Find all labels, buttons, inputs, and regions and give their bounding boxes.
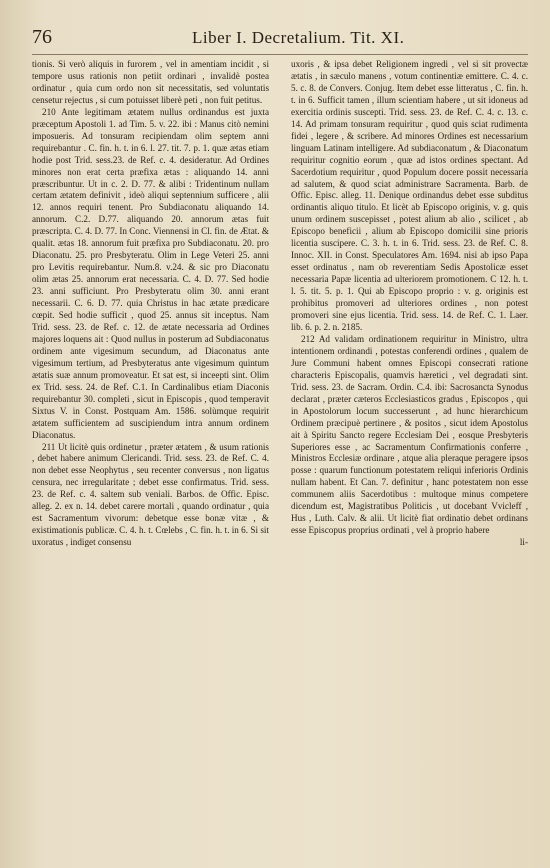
paragraph: 212 Ad validam ordinationem requiritur in Ministro, ultra intentionem ordinandi , potestas conferendi ordines , qualem de Jure Communi habent omnes Episcopi consecrati ratione characteris Episcopalis, quamvis hæretici , vel degradati sint. Trid. sess. 23. de Sacram. Ordin. C.4. ibi: Sacrosancta Synodus declarat , præter cæteros Ecclesiasticos gradus , Episcopos , qui in Apostolorum locum successerunt , ad hunc hierarchicum Ordinem præcipuè pertinere , & positos , sicut idem Apostolus ait à Spiritu Sancto regere Ecclesiam Dei , eosque Presbyteris Superiores esse , ac Sacramentum Confirmationis conferre , Ministros Ecclesiæ ordinare , atque alia pleraque peragere ipsos posse : quarum functionum potestatem reliqui inferioris Ordinis nullam habent. Et Can. 7. definitur , hanc potestatem non esse communem aliis Sacerdotibus : multoque minus competere dicendum est, Magistratibus Politicis , ut docebant Vvicleff , Hus , Luth. Calv. & alii. Ut licitè fiat ordinatio debet ordinans esse Episcopus proprius ordinati , vel à proprio habere [291,333,528,536]
text-columns [32,59,528,549]
paragraph: uxoris , & ipsa debet Religionem ingredi , vel si sit provectæ ætatis , in sæculo manens , votum continentiæ emittere. C. 4. c. 5. c. 8. de Convers. Conjug. Item debet esse litteratus , C. fin. h. t. in 6. Sufficit tamen , illum scientiam habere , ut sit idoneus ad exercitia ordinis suscepti. Trid. sess. 23. de Ref. C. 4. c. 13. c. 14. Ad primam tonsuram requiritur , quod quis sciat rudimenta fidei , legere , & scribere. Ad minores Ordines est necessarium linguam Latinam intelligere. Ad subdiaconatum , & Diaconatum requiritur cognitio eorum , quæ ad istos ordines spectant. Ad Sacerdotium requiritur , quod Populum docere possit necessaria ad salutem, & quod sciat administrare Sacramenta. Barb. de Offic. Episc. alleg. 11. Denique ordinandus debet esse subditus ordinantis aliquo titulo. Et licèt ab Episcopo originis, v. g. quis unum ordinem suscepisset , potest alium ab alio , scilicet , ab Episcopo beneficii , alium ab Episcopo domicilii sine prioris licentia suscipere. C. 3. h. t. in 6. Trid. sess. 23. de Ref. C. 8. Innoc. XII. in Const. Speculatores Am. 1694. nisi ab ipso Papa esset ordinatus , nam ob reverentiam Sedis Apostolicæ esset necessaria Papæ licentia ad ulteriorem promotionem. C 12. h. t. l. 5. tit. 5. p. 1. Qui ab Episcopo proprio : v. g. originis est prohibitus promoveri ad ulteriores ordines , non potest promoveri sine ejus licentia. Trid. sess. 14. de Ref. C. 1. Laer. lib. 6. p. 2. n. 2185. [291,59,528,332]
page-number: 76 [32,26,52,48]
catchword: li- [519,537,528,548]
running-title: Liber I. Decretalium. Tit. XI. [192,28,405,47]
right-column [291,59,528,549]
page-header [32,26,528,55]
paragraph: 211 Ut licitè quis ordinetur , præter ætatem , & usum rationis , debet habere animum Clericandi. Trid. sess. 23. de Ref. C. 4. non debet esse Neophytus , seu recenter conversus , non ligatus censura, nec irregularitate ; debet esse confirmatus. Trid. sess. 23. de Ref. c. 4. saltem sub veniali. Barbos. de Offic. Episc. alleg. 2. ex n. 14. debet carere mortali , quando ordinatur , quia est Sacramentum vivorum: debetque esse bonæ vitæ , & existimationis publicæ. C. 4. h. t. Cœlebs , C. fin. h. t. in 6. Si sit uxoratus , indiget consensu [32,441,269,548]
left-column [32,59,269,549]
paragraph: tionis. Si verò aliquis in furorem , vel in amentiam incidit , si tempore usus rationis non petiit ordinari , invalidè postea ordinatur , quia cum ordo non sit necessitatis, sed voluntatis censetur rejectus , si cum potuisset liberè peti , non fuit petitus. [32,59,269,105]
paragraph: 210 Ante legitimam ætatem nullus ordinandus est juxta præceptum Apostoli 1. ad Tim. 5. v. 22. ibi : Manus citò nemini imposueris. Ad tonsuram recipiendam olim septem anni requirebantur . C. fin. h. t. in 6. l. 27. tit. 7. p. 1. quæ ætas etiam hodie post Trid. sess.23. de Ref. c. 4. desideratur. Ad Ordines minores non erat certa præfixa ætas : aliquando 14. anni præscribuntur. Ut in c. 2. D. 77. & alibi : Tridentinum nullam certam ætatem definivit , ideò aliqui septennium sufficere , alii 12. annos requiri tenent. Pro Subdiaconatu aliquando 14. annorum. C.2. D.77. aliquando 20. annorum ætas fuit præscripta. C. 4. D. 77. In Conc. Viennensi in Cl. fin. de Ætat. & qualit. ætas 18. annorum fuit præfixa pro Subdiaconatu. 20. pro Diaconatu. 25. pro Presbyteratu. Olim in Lege Veteri 25. anni pro Levitis requirebantur. Num.8. v.24. & sic pro Diaconatu olim ætas 25. annorum erat necessaria. C. 4. D. 77. Sed hodie 23. anni sufficiunt. Pro Presbyteratu olim 30. anni erant necessarii. C. 6. D. 77. quia Christus in hac ætate prædicare cœpit. Sed hodie sufficit , quod 25. annus sit inceptus. Nam Trid. sess. 23. de Ref. c. 12. de ætate necessaria ad Ordines majores loquens ait : Quod nullus in posterum ad Subdiaconatus ordinem ante vigesimum secundum, ad Diaconatus ante vigesimum tertium, ad Presbyteratus ante vigesimum quintum ætatis suæ annum promoveatur. Et sat est, si inceepti sint. Olim ex Trid. sess. 24. de Ref. C.1. In Cardinalibus etiam Diaconis requirebantur 30. completi , sicut in Episcopis , quod temperavit Sixtus V. in Const. Postquam Am. 1586. solùmque requirit ætatem sufficientem ad suscipiendum intra annum ordinem Diaconatus. [32,106,269,440]
